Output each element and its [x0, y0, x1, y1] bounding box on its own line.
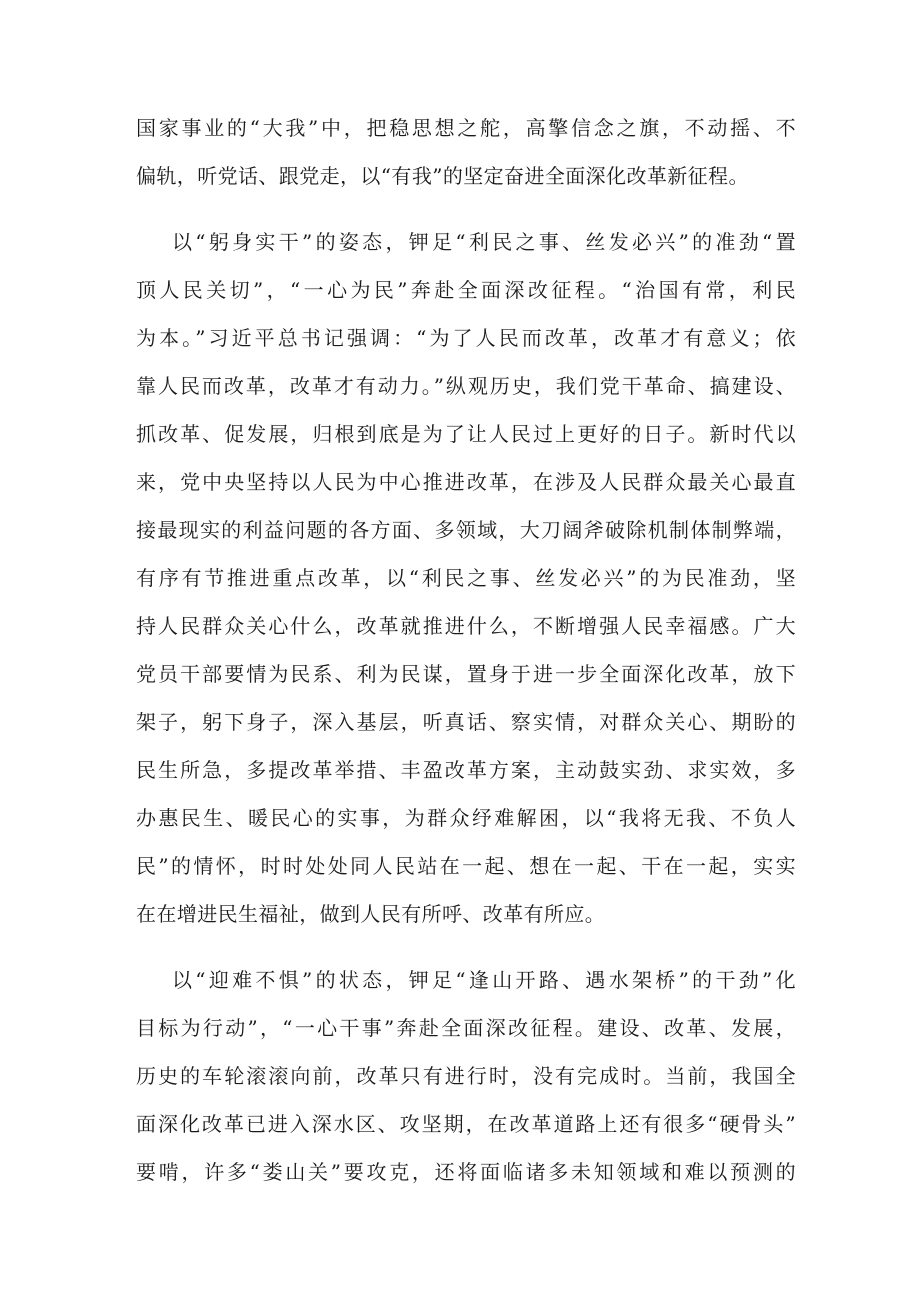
paragraph-line: 面深化改革已进入深水区、攻坚期，在改革道路上还有很多“硬骨头”	[136, 1112, 796, 1136]
paragraph-line: 民生所急，多提改革举措、丰盈改革方案，主动鼓实劲、求实效，多	[136, 758, 796, 782]
paragraph-line: 持人民群众关心什么，改革就推进什么，不断增强人民幸福感。广大	[136, 614, 796, 638]
paragraph-spacer	[136, 200, 796, 218]
paragraph-line: 要啃，许多“娄山关”要攻克，还将面临诸多未知领域和难以预测的	[136, 1160, 796, 1184]
paragraph-line: 在在增进民生福祉，做到人民有所呼、改革有所应。	[136, 902, 606, 926]
paragraph-line: 办惠民生、暖民心的实事，为群众纾难解困，以“我将无我、不负人	[136, 806, 796, 830]
paragraph-line: 民”的情怀，时时处处同人民站在一起、想在一起、干在一起，实实	[136, 854, 796, 878]
paragraph-line: 国家事业的“大我”中，把稳思想之舵，高擎信念之旗，不动摇、不	[136, 116, 796, 140]
paragraph-2	[136, 218, 796, 938]
paragraph-line: 有序有节推进重点改革，以“利民之事、丝发必兴”的为民准劲，坚	[136, 566, 796, 590]
paragraph-line: 以“迎难不惧”的状态，钾足“逢山开路、遇水架桥”的干劲”化	[172, 968, 796, 992]
paragraph-line: 以“躬身实干”的姿态，钾足“利民之事、丝发必兴”的准劲“置	[172, 230, 796, 254]
paragraph-line: 为本。”习近平总书记强调：“为了人民而改革，改革才有意义；依	[136, 326, 796, 350]
paragraph-line: 接最现实的利益问题的各方面、多领域，大刀阔斧破除机制体制弊端，	[136, 518, 796, 542]
paragraph-line: 顶人民关切”，“一心为民”奔赴全面深改征程。“治国有常，利民	[136, 278, 796, 302]
paragraph-1	[136, 104, 796, 200]
paragraph-line: 来，党中央坚持以人民为中心推进改革，在涉及人民群众最关心最直	[136, 470, 796, 494]
paragraph-line: 架子，躬下身子，深入基层，听真话、察实情，对群众关心、期盼的	[136, 710, 796, 734]
paragraph-line: 抓改革、促发展，归根到底是为了让人民过上更好的日子。新时代以	[136, 422, 796, 446]
paragraph-line: 靠人民而改革，改革才有动力。”纵观历史，我们党干革命、搞建设、	[136, 374, 796, 398]
paragraph-3	[136, 956, 796, 1196]
paragraph-spacer	[136, 938, 796, 956]
paragraph-line: 历史的车轮滚滚向前，改革只有进行时，没有完成时。当前，我国全	[136, 1064, 796, 1088]
paragraph-line: 目标为行动”，“一心干事”奔赴全面深改征程。建设、改革、发展，	[136, 1016, 796, 1040]
paragraph-line: 偏轨，听党话、跟党走，以“有我”的坚定奋进全面深化改革新征程。	[136, 164, 749, 188]
document-body	[136, 104, 796, 1196]
paragraph-line: 党员干部要情为民系、利为民谋，置身于进一步全面深化改革，放下	[136, 662, 796, 686]
